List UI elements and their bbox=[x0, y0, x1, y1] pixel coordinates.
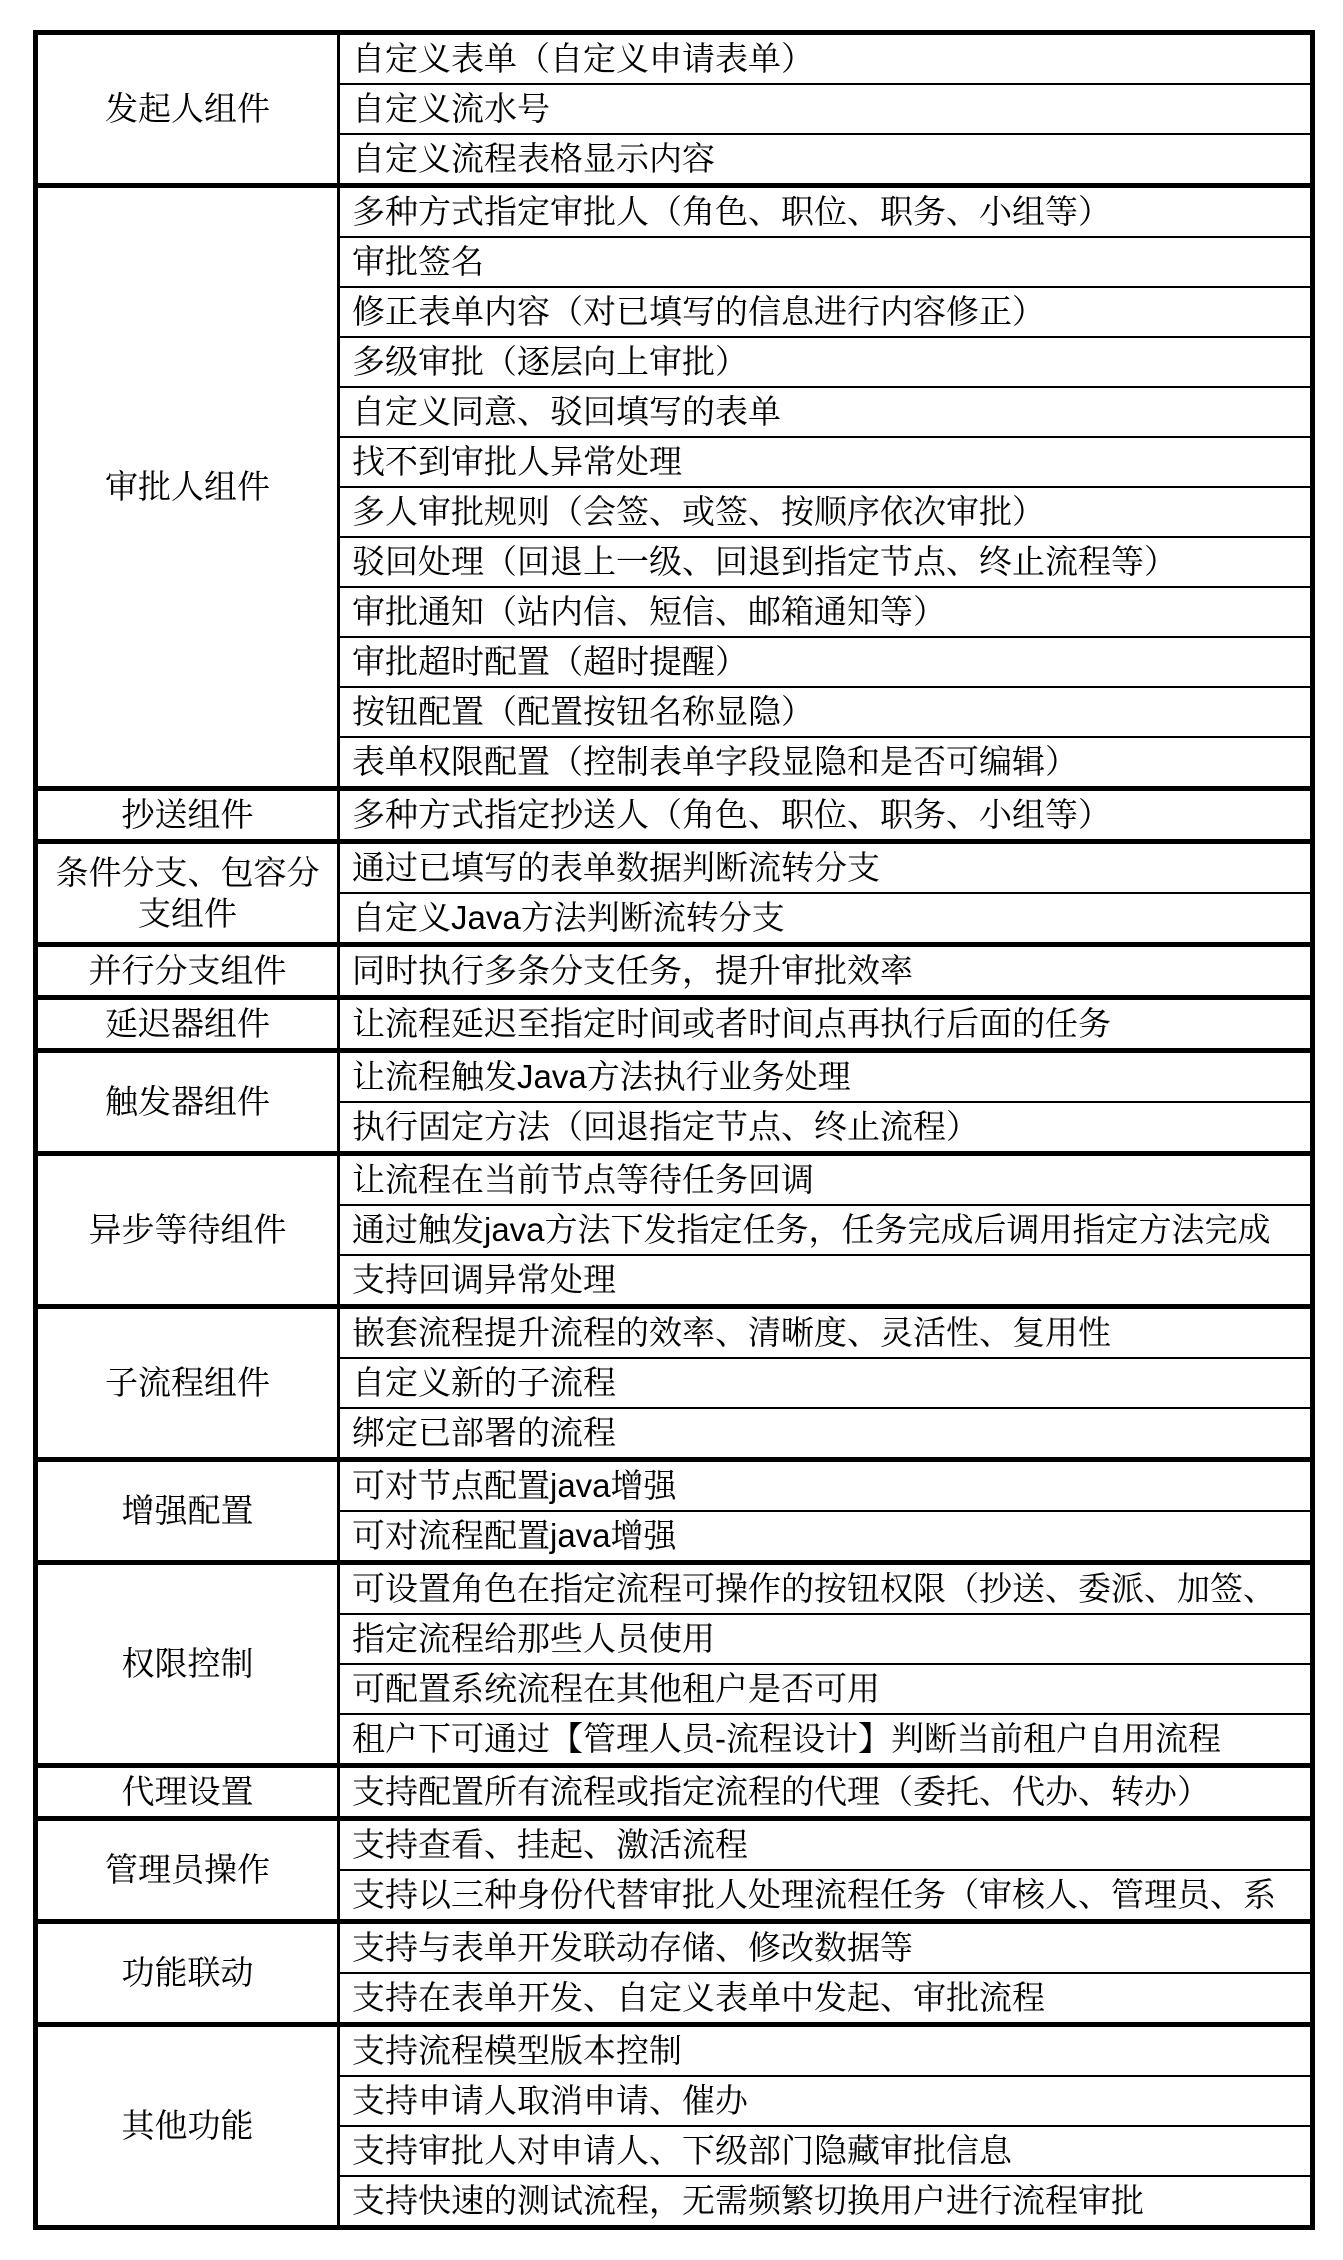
category-cell: 异步等待组件 bbox=[36, 1154, 339, 1307]
table-row bbox=[36, 186, 1313, 238]
feature-cell: 驳回处理（回退上一级、回退到指定节点、终止流程等） bbox=[339, 537, 1313, 587]
feature-cell: 让流程在当前节点等待任务回调 bbox=[339, 1154, 1313, 1206]
feature-cell: 可设置角色在指定流程可操作的按钮权限（抄送、委派、加签、 bbox=[339, 1563, 1313, 1615]
feature-cell: 通过触发java方法下发指定任务，任务完成后调用指定方法完成 bbox=[339, 1205, 1313, 1255]
category-cell: 代理设置 bbox=[36, 1766, 339, 1819]
category-cell: 并行分支组件 bbox=[36, 945, 339, 998]
feature-cell: 租户下可通过【管理人员-流程设计】判断当前租户自用流程 bbox=[339, 1714, 1313, 1766]
feature-cell: 按钮配置（配置按钮名称显隐） bbox=[339, 687, 1313, 737]
category-cell: 发起人组件 bbox=[36, 33, 339, 186]
table-row bbox=[36, 1051, 1313, 1103]
feature-cell: 可配置系统流程在其他租户是否可用 bbox=[339, 1664, 1313, 1714]
feature-cell: 让流程触发Java方法执行业务处理 bbox=[339, 1051, 1313, 1103]
features-table-body bbox=[36, 33, 1313, 2228]
feature-cell: 支持流程模型版本控制 bbox=[339, 2025, 1313, 2077]
category-cell: 功能联动 bbox=[36, 1922, 339, 2025]
table-row bbox=[36, 2025, 1313, 2077]
feature-cell: 可对节点配置java增强 bbox=[339, 1460, 1313, 1512]
feature-cell: 嵌套流程提升流程的效率、清晰度、灵活性、复用性 bbox=[339, 1307, 1313, 1359]
feature-cell: 自定义流程表格显示内容 bbox=[339, 134, 1313, 186]
category-cell: 其他功能 bbox=[36, 2025, 339, 2228]
table-row bbox=[36, 842, 1313, 894]
table-row bbox=[36, 998, 1313, 1051]
feature-cell: 修正表单内容（对已填写的信息进行内容修正） bbox=[339, 287, 1313, 337]
feature-cell: 自定义新的子流程 bbox=[339, 1358, 1313, 1408]
feature-cell: 让流程延迟至指定时间或者时间点再执行后面的任务 bbox=[339, 998, 1313, 1051]
feature-cell: 多种方式指定抄送人（角色、职位、职务、小组等） bbox=[339, 789, 1313, 842]
table-row bbox=[36, 1154, 1313, 1206]
features-table bbox=[33, 30, 1315, 2230]
table-row bbox=[36, 945, 1313, 998]
feature-cell: 多级审批（逐层向上审批） bbox=[339, 337, 1313, 387]
category-cell: 管理员操作 bbox=[36, 1819, 339, 1922]
table-row bbox=[36, 1563, 1313, 1615]
table-row bbox=[36, 33, 1313, 85]
table-row bbox=[36, 1766, 1313, 1819]
category-cell: 子流程组件 bbox=[36, 1307, 339, 1460]
feature-cell: 支持以三种身份代替审批人处理流程任务（审核人、管理员、系 bbox=[339, 1870, 1313, 1922]
feature-cell: 同时执行多条分支任务，提升审批效率 bbox=[339, 945, 1313, 998]
feature-cell: 绑定已部署的流程 bbox=[339, 1408, 1313, 1460]
feature-cell: 支持与表单开发联动存储、修改数据等 bbox=[339, 1922, 1313, 1974]
table-row bbox=[36, 1307, 1313, 1359]
feature-cell: 支持快速的测试流程，无需频繁切换用户进行流程审批 bbox=[339, 2176, 1313, 2228]
feature-cell: 通过已填写的表单数据判断流转分支 bbox=[339, 842, 1313, 894]
feature-cell: 审批超时配置（超时提醒） bbox=[339, 637, 1313, 687]
feature-cell: 支持在表单开发、自定义表单中发起、审批流程 bbox=[339, 1973, 1313, 2025]
feature-cell: 审批签名 bbox=[339, 237, 1313, 287]
feature-cell: 自定义表单（自定义申请表单） bbox=[339, 33, 1313, 85]
feature-cell: 指定流程给那些人员使用 bbox=[339, 1614, 1313, 1664]
feature-cell: 表单权限配置（控制表单字段显隐和是否可编辑） bbox=[339, 737, 1313, 789]
feature-cell: 支持配置所有流程或指定流程的代理（委托、代办、转办） bbox=[339, 1766, 1313, 1819]
feature-cell: 可对流程配置java增强 bbox=[339, 1511, 1313, 1563]
table-row bbox=[36, 1819, 1313, 1871]
feature-cell: 支持申请人取消申请、催办 bbox=[339, 2076, 1313, 2126]
category-cell: 条件分支、包容分支组件 bbox=[36, 842, 339, 945]
category-cell: 延迟器组件 bbox=[36, 998, 339, 1051]
feature-cell: 自定义流水号 bbox=[339, 84, 1313, 134]
category-cell: 触发器组件 bbox=[36, 1051, 339, 1154]
category-cell: 权限控制 bbox=[36, 1563, 339, 1766]
table-row bbox=[36, 1460, 1313, 1512]
feature-cell: 多人审批规则（会签、或签、按顺序依次审批） bbox=[339, 487, 1313, 537]
feature-cell: 审批通知（站内信、短信、邮箱通知等） bbox=[339, 587, 1313, 637]
table-row bbox=[36, 1922, 1313, 1974]
table-row bbox=[36, 789, 1313, 842]
feature-cell: 支持回调异常处理 bbox=[339, 1255, 1313, 1307]
feature-cell: 多种方式指定审批人（角色、职位、职务、小组等） bbox=[339, 186, 1313, 238]
feature-cell: 找不到审批人异常处理 bbox=[339, 437, 1313, 487]
category-cell: 审批人组件 bbox=[36, 186, 339, 789]
feature-cell: 支持查看、挂起、激活流程 bbox=[339, 1819, 1313, 1871]
feature-cell: 支持审批人对申请人、下级部门隐藏审批信息 bbox=[339, 2126, 1313, 2176]
feature-cell: 自定义Java方法判断流转分支 bbox=[339, 893, 1313, 945]
feature-cell: 执行固定方法（回退指定节点、终止流程） bbox=[339, 1102, 1313, 1154]
category-cell: 增强配置 bbox=[36, 1460, 339, 1563]
category-cell: 抄送组件 bbox=[36, 789, 339, 842]
feature-cell: 自定义同意、驳回填写的表单 bbox=[339, 387, 1313, 437]
